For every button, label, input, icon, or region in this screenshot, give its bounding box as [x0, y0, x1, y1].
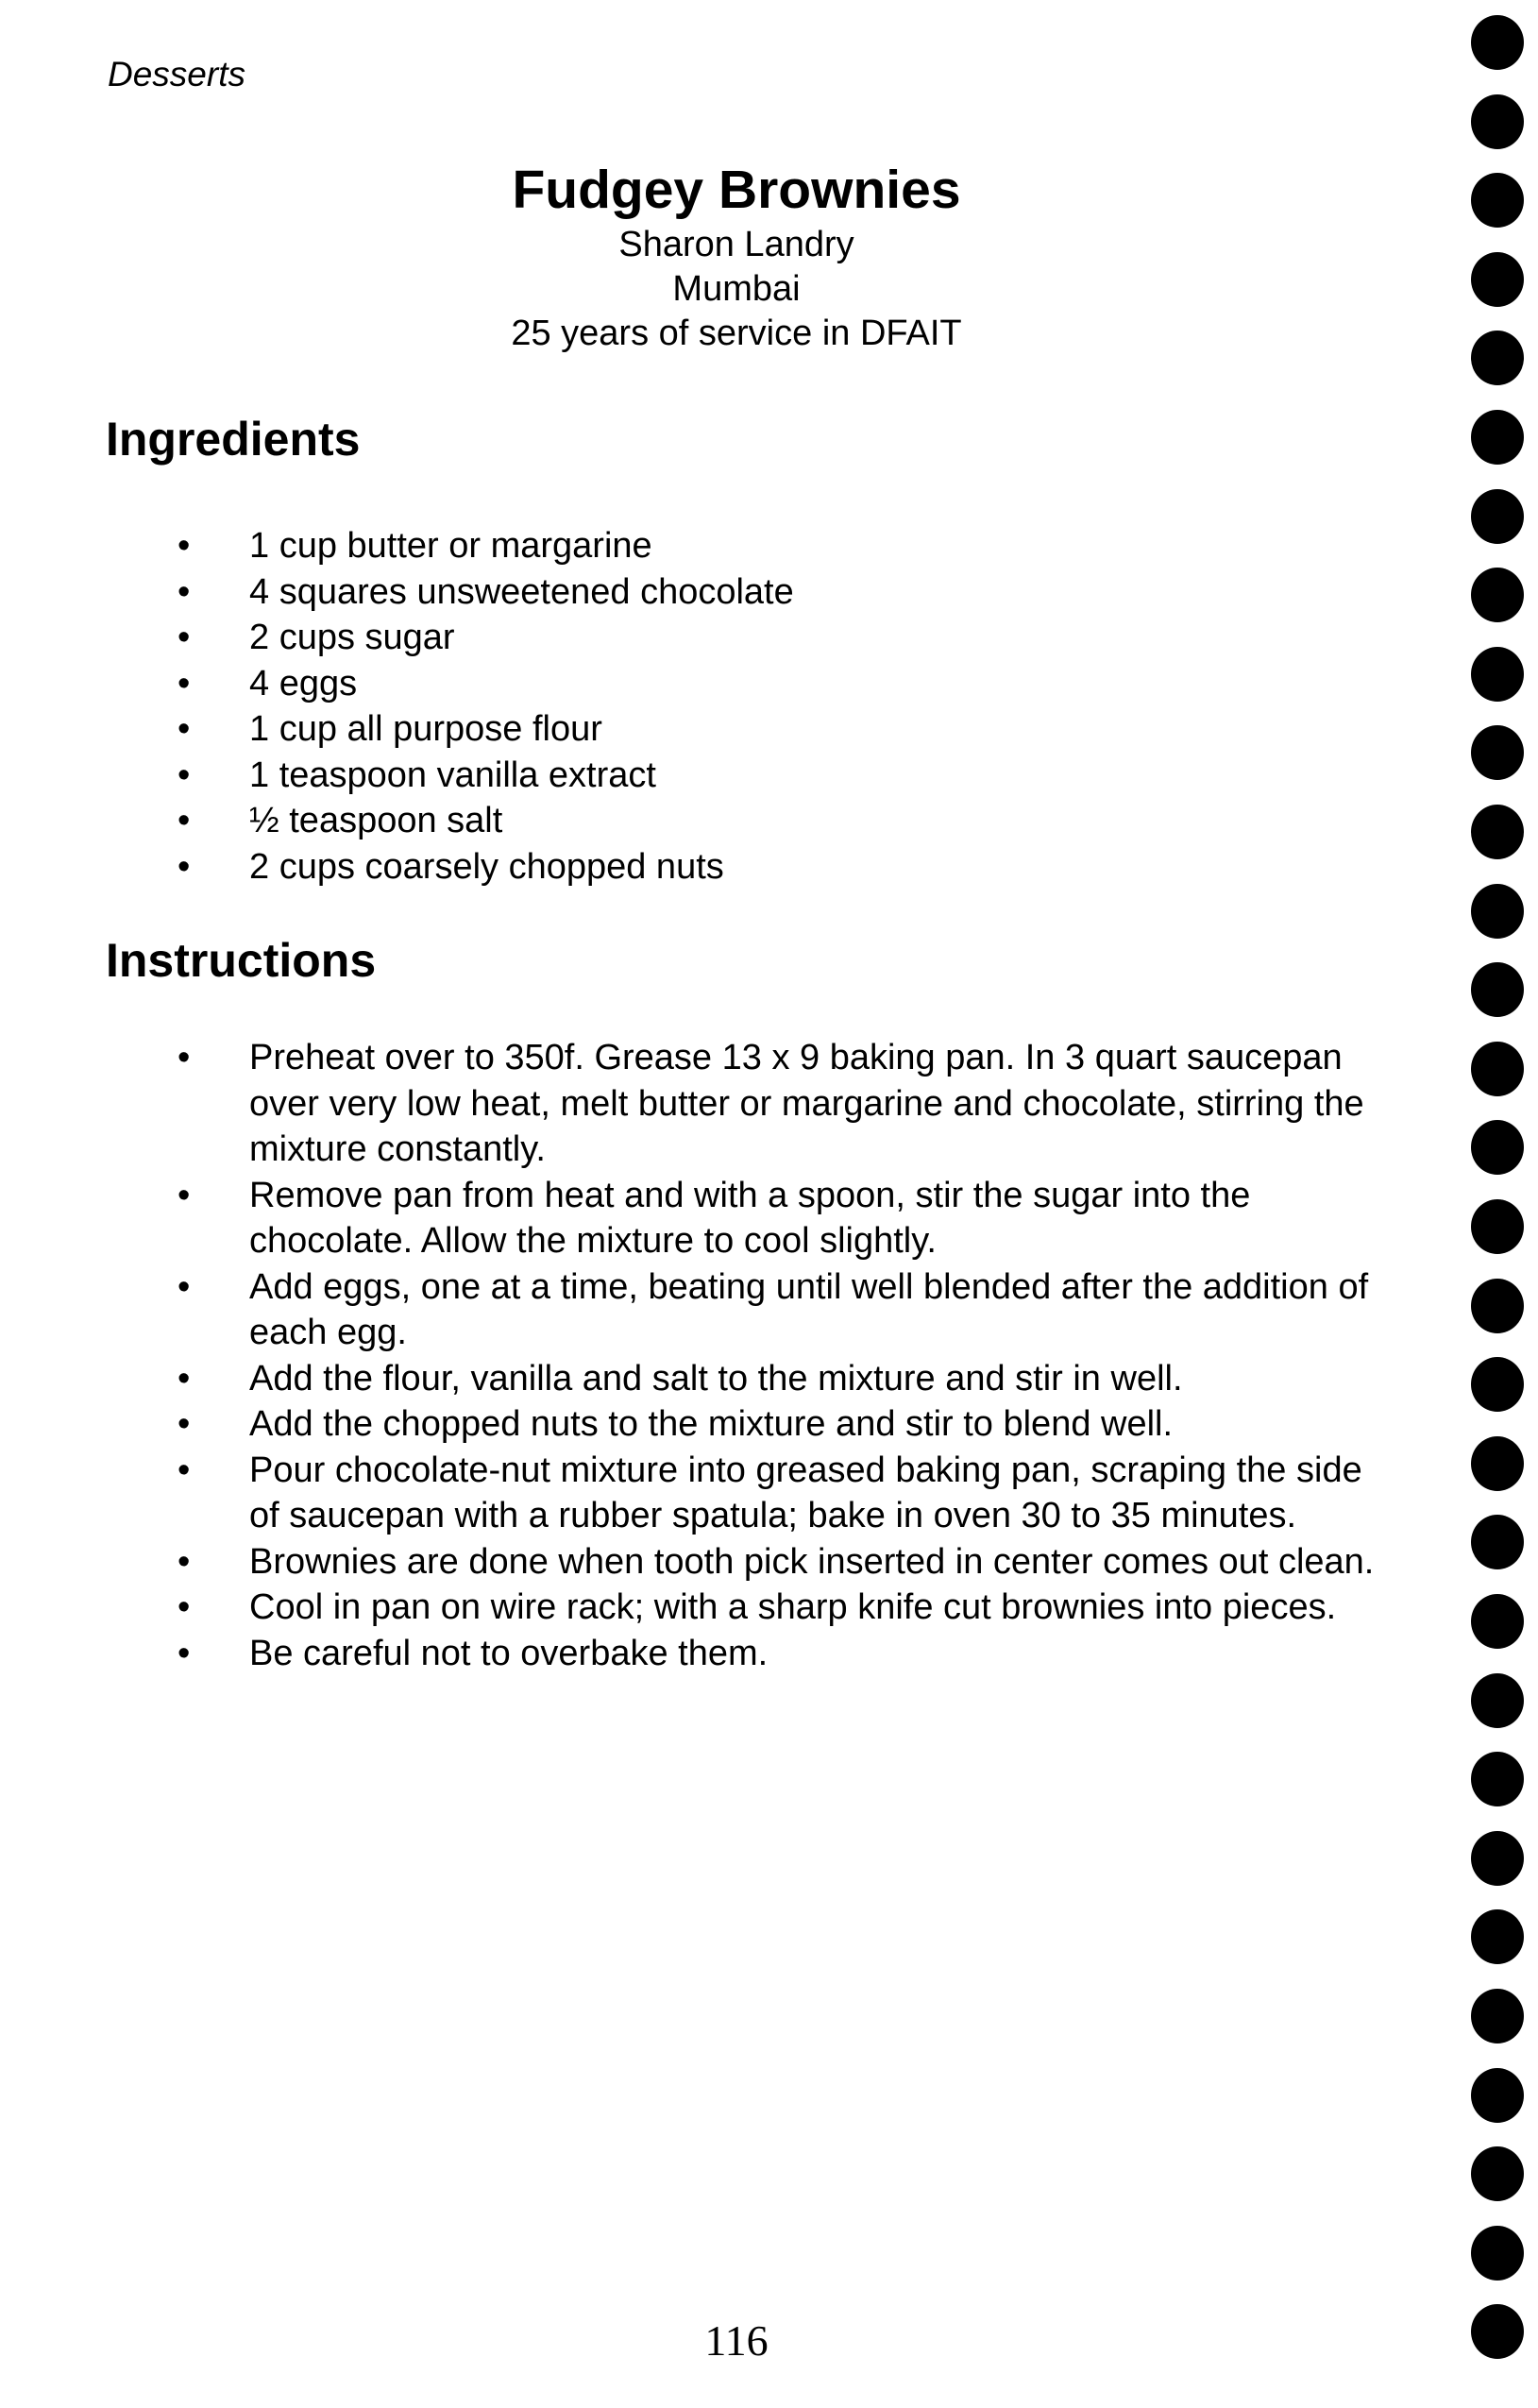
instruction-text: Add the flour, vanilla and salt to the mixture and stir in well. — [249, 1358, 1183, 1399]
binding-hole — [1471, 1752, 1524, 1806]
bullet-icon: • — [177, 755, 191, 795]
ingredient-item — [0, 844, 1397, 890]
ingredient-text: 2 cups coarsely chopped nuts — [249, 846, 724, 887]
instruction-step — [0, 1173, 1397, 1264]
ingredient-text: 4 eggs — [249, 663, 358, 704]
ingredient-text: 4 squares unsweetened chocolate — [249, 571, 794, 612]
ingredient-item — [0, 753, 1397, 799]
binding-hole — [1471, 1436, 1524, 1491]
ingredient-item — [0, 569, 1397, 616]
bullet-icon: • — [177, 1587, 191, 1627]
ingredient-text: 1 cup butter or margarine — [249, 526, 652, 566]
bullet-icon: • — [177, 571, 191, 612]
bullet-icon: • — [177, 526, 191, 566]
recipe-service: 25 years of service in DFAIT — [511, 314, 962, 353]
binding-hole — [1471, 15, 1524, 70]
binding-hole — [1471, 331, 1524, 385]
instruction-text: Add the chopped nuts to the mixture and stir to blend well. — [249, 1404, 1174, 1444]
instruction-text: Pour chocolate-nut mixture into greased baking pan, scraping the side of saucepan with a rubber spatula; bake in oven 30 to 35 minutes. — [249, 1450, 1362, 1535]
bullet-icon: • — [177, 618, 191, 657]
binding-hole — [1471, 962, 1524, 1017]
instruction-text: Brownies are done when tooth pick inserted in center comes out clean. — [249, 1541, 1375, 1582]
ingredient-item — [0, 706, 1397, 753]
binding-hole — [1471, 1042, 1524, 1096]
binding-hole — [1471, 1989, 1524, 2043]
binding-hole — [1471, 1909, 1524, 1964]
instructions-heading: Instructions — [106, 934, 377, 987]
instruction-step — [0, 1264, 1397, 1356]
binding-hole — [1471, 173, 1524, 228]
binding-hole — [1471, 1357, 1524, 1412]
ingredient-text: 1 cup all purpose flour — [249, 709, 602, 749]
instruction-step — [0, 1585, 1397, 1631]
bullet-icon: • — [177, 1404, 191, 1444]
bullet-icon: • — [177, 1038, 191, 1077]
binding-hole — [1471, 2304, 1524, 2359]
instruction-step — [0, 1539, 1397, 1586]
instruction-text: Be careful not to overbake them. — [249, 1633, 769, 1673]
ingredient-text: ½ teaspoon salt — [249, 801, 503, 840]
recipe-location: Mumbai — [672, 269, 801, 309]
instruction-step — [0, 1631, 1397, 1677]
bullet-icon: • — [177, 1175, 191, 1215]
binding-hole — [1471, 805, 1524, 859]
ingredient-item — [0, 661, 1397, 707]
ingredients-list — [0, 523, 1397, 890]
binding-hole — [1471, 1831, 1524, 1886]
ingredient-item — [0, 798, 1397, 844]
spiral-binding — [1471, 0, 1528, 2408]
instruction-text: Cool in pan on wire rack; with a sharp knife cut brownies into pieces. — [249, 1587, 1337, 1627]
binding-hole — [1471, 884, 1524, 939]
instructions-list — [0, 1035, 1397, 1676]
ingredients-heading: Ingredients — [106, 413, 361, 466]
bullet-icon: • — [177, 801, 191, 840]
instruction-text: Preheat over to 350f. Grease 13 x 9 baking pan. In 3 quart saucepan over very low heat, melt butter or margarine and chocolate, stirring the mixture constantly. — [249, 1038, 1364, 1169]
instruction-step — [0, 1356, 1397, 1402]
binding-hole — [1471, 568, 1524, 622]
binding-hole — [1471, 252, 1524, 307]
binding-hole — [1471, 94, 1524, 149]
bullet-icon: • — [177, 1450, 191, 1490]
ingredient-item — [0, 523, 1397, 569]
binding-hole — [1471, 2226, 1524, 2281]
binding-hole — [1471, 725, 1524, 780]
binding-hole — [1471, 1120, 1524, 1175]
instruction-step — [0, 1035, 1397, 1173]
section-label: Desserts — [108, 55, 245, 93]
recipe-author: Sharon Landry — [618, 225, 854, 264]
instruction-text: Remove pan from heat and with a spoon, stir the sugar into the chocolate. Allow the mixture to cool slightly. — [249, 1175, 1251, 1261]
binding-hole — [1471, 647, 1524, 702]
ingredient-text: 1 teaspoon vanilla extract — [249, 755, 656, 795]
instruction-step — [0, 1448, 1397, 1539]
bullet-icon: • — [177, 1358, 191, 1399]
ingredient-item — [0, 615, 1397, 661]
recipe-header — [0, 157, 1473, 356]
instruction-step — [0, 1401, 1397, 1448]
bullet-icon: • — [177, 709, 191, 749]
bullet-icon: • — [177, 1266, 191, 1307]
page-number: 116 — [704, 2316, 769, 2365]
binding-hole — [1471, 1673, 1524, 1728]
binding-hole — [1471, 1279, 1524, 1333]
binding-hole — [1471, 410, 1524, 465]
recipe-title: Fudgey Brownies — [512, 160, 961, 220]
binding-hole — [1471, 2146, 1524, 2201]
binding-hole — [1471, 489, 1524, 544]
binding-hole — [1471, 1594, 1524, 1649]
binding-hole — [1471, 2068, 1524, 2123]
binding-hole — [1471, 1199, 1524, 1254]
bullet-icon: • — [177, 663, 191, 704]
ingredient-text: 2 cups sugar — [249, 618, 455, 657]
bullet-icon: • — [177, 1633, 191, 1673]
binding-hole — [1471, 1515, 1524, 1569]
bullet-icon: • — [177, 1541, 191, 1582]
bullet-icon: • — [177, 846, 191, 887]
instruction-text: Add eggs, one at a time, beating until well blended after the addition of each egg. — [249, 1266, 1369, 1352]
